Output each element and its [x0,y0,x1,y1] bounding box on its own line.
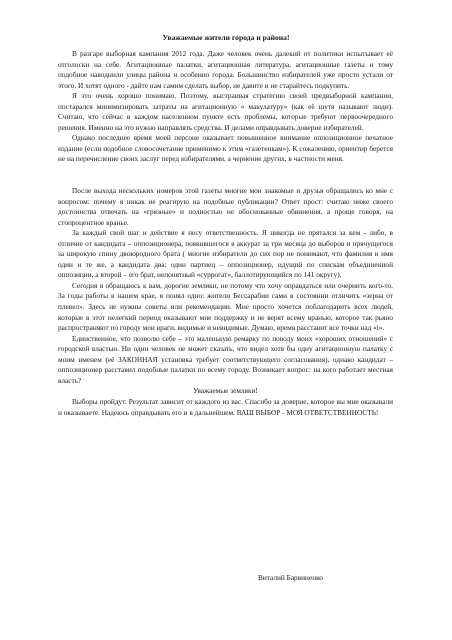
signature: Виталий Барвиненко [258,573,323,582]
paragraph-3: Однако последнее время моей персоне оказывает повышенное внимание оппозиционное печатное издание (если подобное словосочетание применимо к этим «газетенкам»). К сожалению, ориентир берется не на перечисление своих заслуг перед избирателями, а чернение других, в частности меня. [58,133,393,164]
closing-greeting: Уважаемые земляки! [193,386,258,396]
letter-title: Уважаемые жители города и района! [162,33,290,42]
letter-body [58,49,393,418]
paragraph-gap [58,165,393,186]
paragraph-7: Единственное, что позволю себе – это маленькую ремарку по поводу моих «хороших отношений» с городской властью. Ни один человек не может сказать, что видел хотя бы одну агитационную палатку с моим именем (её ЗАКОННАЯ установка требует соответствующего согласования), однако кандидат – оппозиционер расставил подобные палатки по всему городу. Возникает вопрос: на кого работает местная власть? [58,333,393,385]
paragraph-1: В разгаре выборная кампания 2012 года. Даже человек очень далекий от политики испытывает её отголоски на себе. Агитационные палатки, агитационная литература, агитационные газеты и тому подобное наводнили улицы района и особенно города. Большинство избирателей уже просто устали от этого. И хотят одного - дайте нам самим сделать выбор, не давите и не старайтесь подкупить. [58,49,393,90]
paragraph-8: Выборы пройдут. Результат зависит от каждого из вас. Спасибо за доверие, которое вы мне оказывали и оказываете. Надеюсь оправдывать его и в дальнейшем. ВАШ ВЫБОР - МОЯ ОТВЕТСТВЕННОСТЬ! [58,396,393,417]
paragraph-2: Я это очень хорошо понимаю. Поэтому, выстраивая стратегию своей предвыборной кампании, постарался минимизировать затраты на агитационную « макулатуру» (как её шутя называют люди). Считаю, что сейчас в каждом населенном пункте есть проблемы, которые требуют первоочередного решения. Именно на это нужно направлять средства. И делами оправдывать доверие избирателей. [58,91,393,132]
paragraph-6: Сегодня я обращаюсь к вам, дорогие земляки, не потому что хочу оправдаться или очернить кого-то. За годы работы в нашем крае, я понял одно: жители Бессарабии сами в состоянии отличить «зерна от плевел». Здесь не нужны советы или рекомендации. Мне просто хочется поблагодарить всех людей, которые в этот нелегкий период оказывают мне поддержку и не верят всему вранью, которое так рьяно распространяют по городу мои враги, видимые и невидимые. Думаю, время расставит все точки над «i». [58,280,393,333]
paragraph-4: После выхода нескольких номеров этой газеты многие мои знакомые и друзья обращались ко мне с вопросом: почему я никак не реагирую на подобные публикации? Ответ прост: считаю ниже своего достоинства отвечать на «грязные» и полностью не обоснованные обвинения, а проще говоря, на стопроцентное вранье. [58,186,393,227]
paragraph-5: За каждый свой шаг и действие я несу ответственность. Я никогда не прятался за кем - либо, в отличие от кандидата – оппозиционера, появившегося в аккурат за три месяца до выборов и прячущегося за широкую спину двоюродного брата ( многие избиратели до сих пор не понимают, что фамилия и имя один и те же, а кандидата два: один партиец – оппозиционер, идущий по спискам объединенной оппозиции, а второй – его брат, непонятный «суррогат», баллотирующийся по 141 округу). [58,228,393,280]
